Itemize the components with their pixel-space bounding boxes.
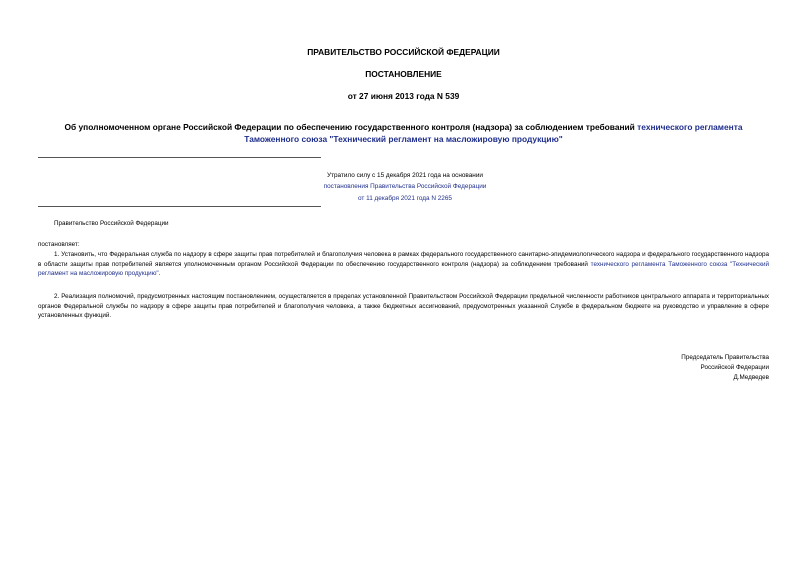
lapsed-notice-resolution-link[interactable]: постановления Правительства Российской Федерации [323, 183, 487, 191]
title-text: Об уполномоченном органе Российской Федерации по обеспечению государственного контроля (надзора) за соблюдением требований [64, 122, 638, 132]
document-date: от 27 июня 2013 года N 539 [347, 91, 460, 101]
lapsed-notice-date-link[interactable]: от 11 декабря 2021 года N 2265 [358, 194, 452, 202]
paragraph-1-regulation-link[interactable]: технического регламента Таможенного союза "Технический регламент на масложировую продукцию" [38, 260, 769, 278]
document-type: ПОСТАНОВЛЕНИЕ [365, 69, 442, 79]
signature-position: Председатель Правительства [681, 354, 769, 361]
paragraph-1-text: 1. Установить, что Федеральная служба по надзору в сфере защиты прав потребителей и благополучия человека в рамках федерального государственного санитарно-эпидемиологического надзора и федерального государственного надзора в области защиты прав потребителей является уполномоченным органом Российской Федерации по обеспечению государственного контроля (надзора) за соблюдением требований [38, 251, 769, 268]
paragraph-2: 2. Реализация полномочий, предусмотренных настоящим постановлением, осуществляется в пределах установленной Правительством Российской Федерации предельной численности работников центрального аппарата и территориальных органов Федеральной службы по надзору в сфере защиты прав потребителей и благополучия человека, а также бюджетных ассигнований, предусмотренных указанной Службе в федеральном бюджете на руководство и управление в сфере установленных функций. [38, 293, 769, 320]
paragraph-1 [38, 250, 769, 279]
lapsed-notice [290, 170, 520, 204]
resolves-text: постановляет: [38, 241, 80, 248]
signature-country: Российской Федерации [700, 364, 769, 371]
government-header: ПРАВИТЕЛЬСТВО РОССИЙСКОЙ ФЕДЕРАЦИИ [307, 47, 500, 57]
lapsed-notice-text: Утратило силу с 15 декабря 2021 года на основании [327, 172, 483, 179]
divider-bottom [38, 206, 321, 207]
divider-top [38, 157, 321, 158]
title-regulation-link[interactable]: технического регламента Таможенного союза "Технический регламент на масложировую продукцию" [244, 122, 743, 144]
government-rf-text: Правительство Российской Федерации [54, 220, 169, 227]
document-title [38, 121, 769, 145]
paragraph-1-end: . [158, 270, 161, 278]
signature-name: Д.Медведев [733, 374, 769, 381]
